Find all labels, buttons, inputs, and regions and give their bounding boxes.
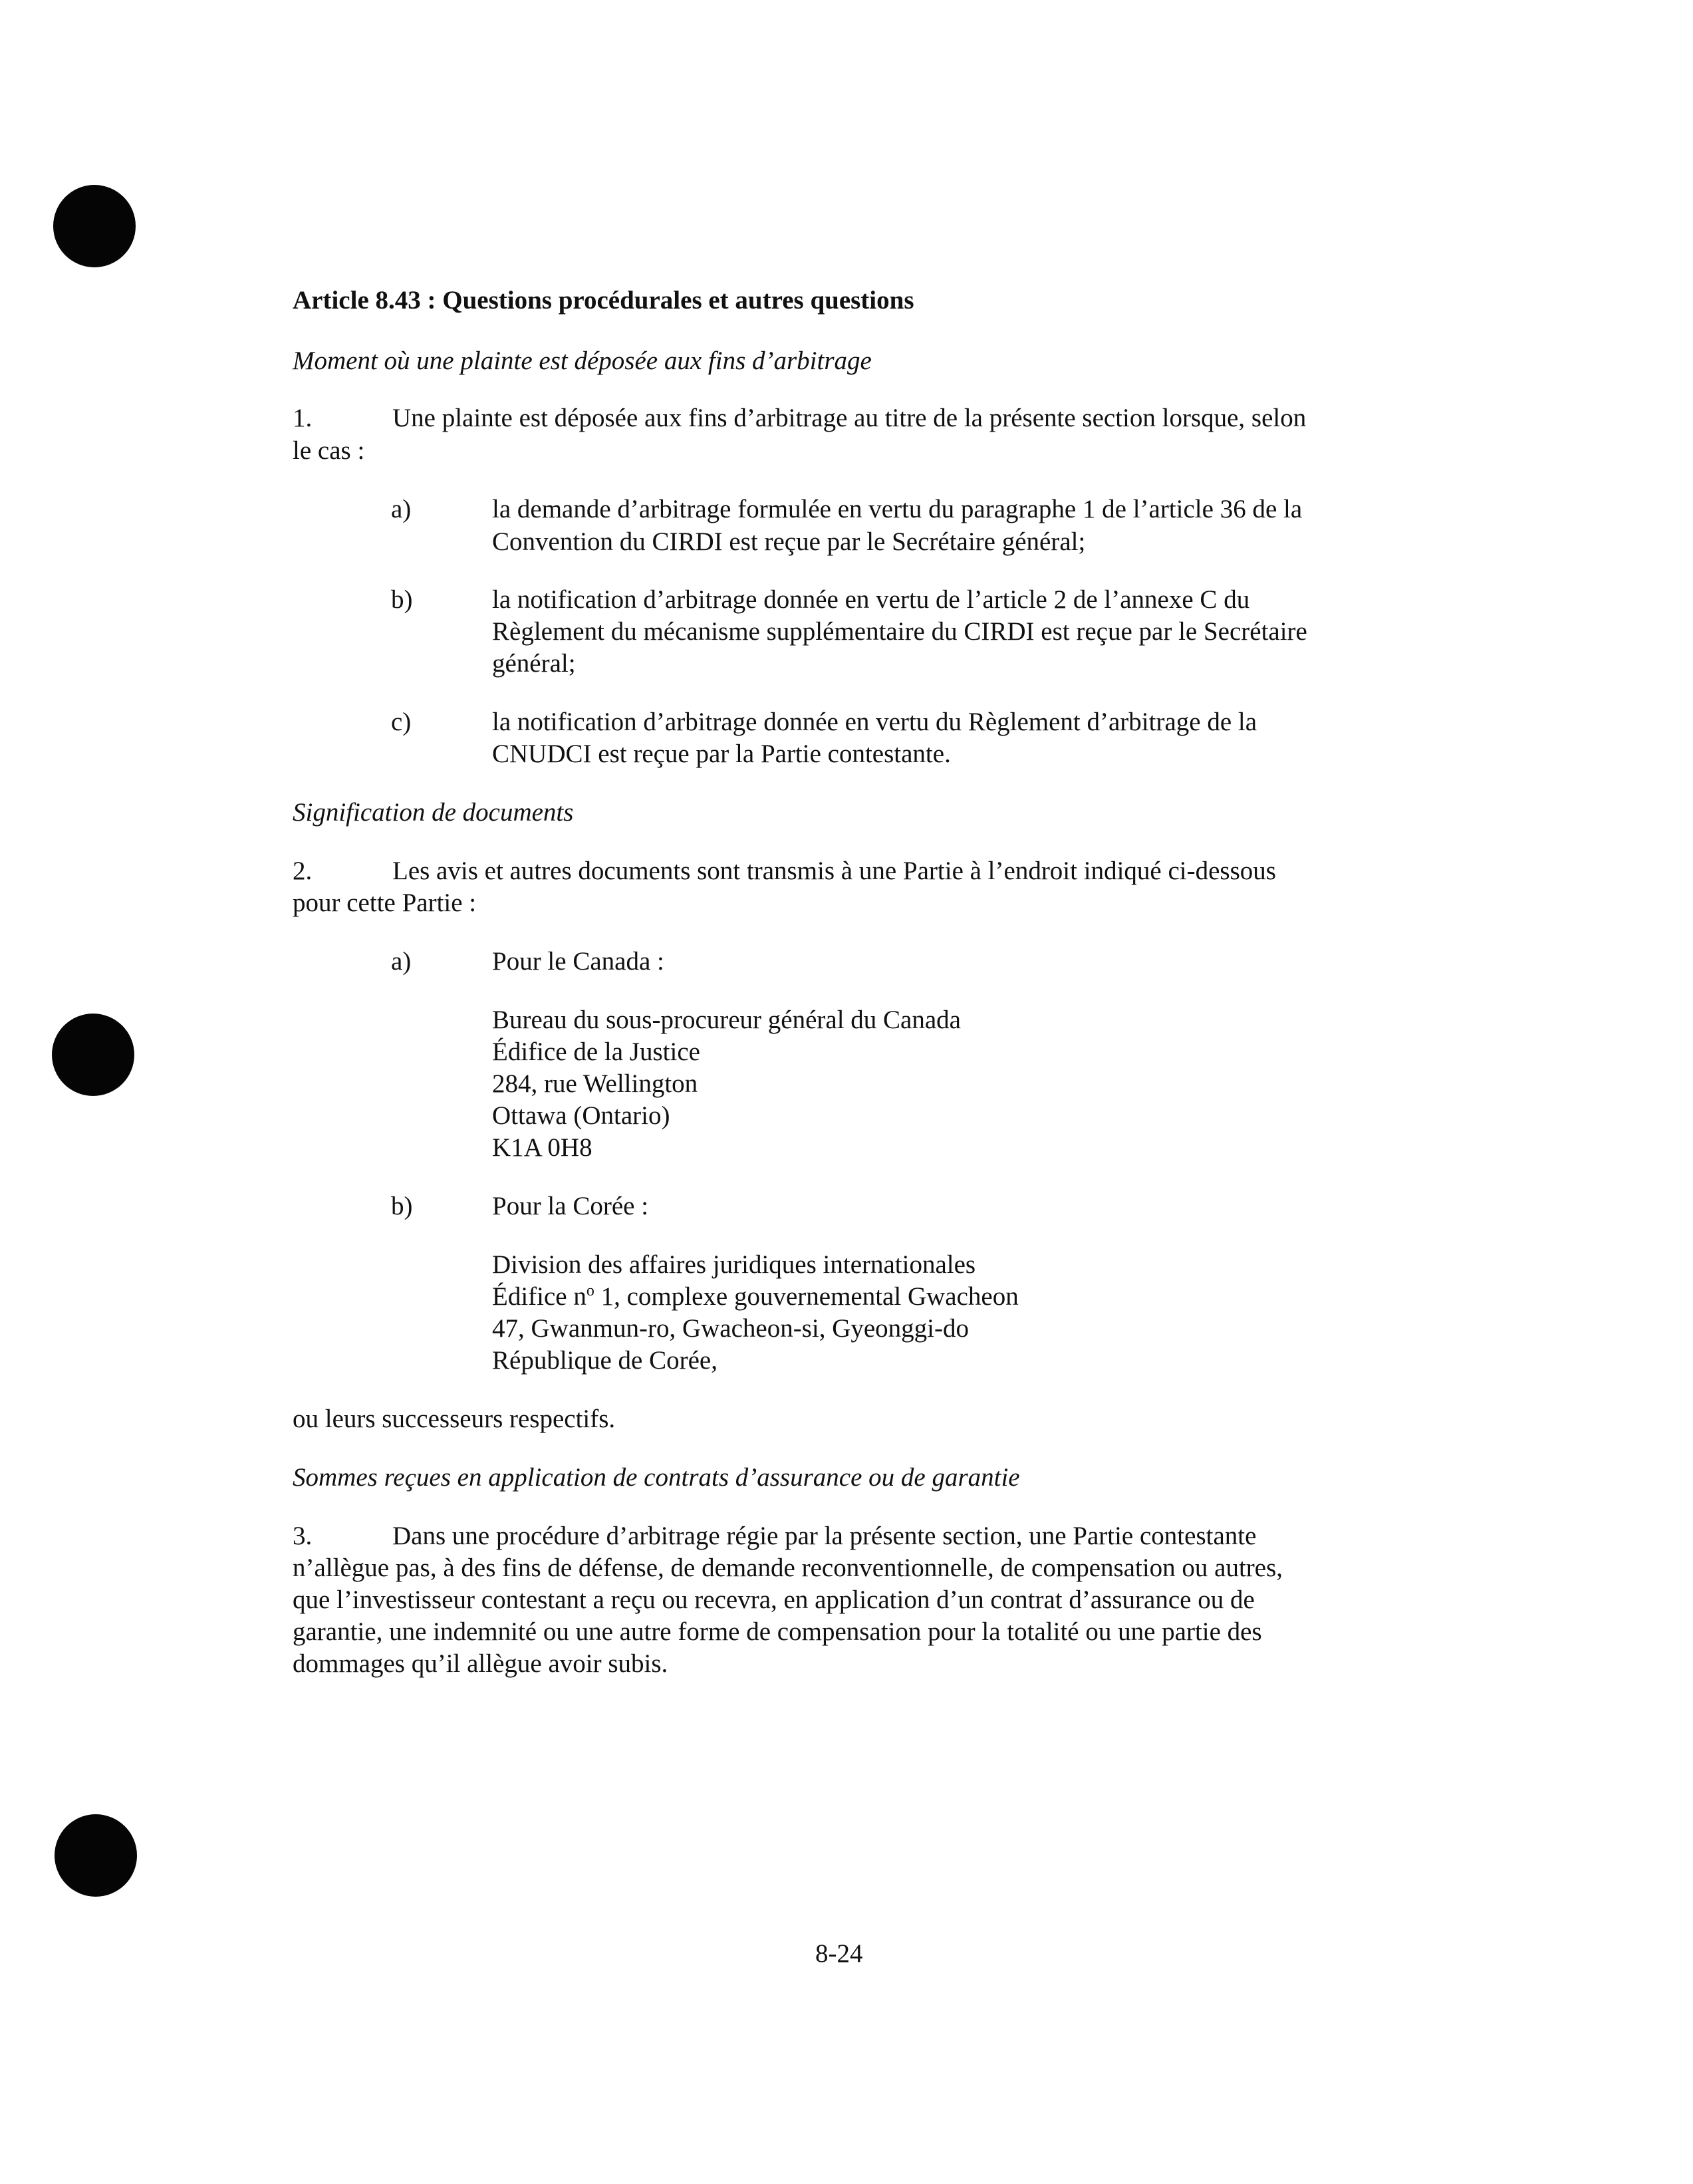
para-text: que l’investisseur contestant a reçu ou recevra, en application d’un contrat d’assurance ou de — [293, 1585, 1255, 1614]
para-number: 3. — [293, 1522, 313, 1550]
list-item-text: CNUDCI est reçue par la Partie contestante. — [492, 740, 951, 768]
para-number: 1. — [293, 404, 313, 432]
list-item-text: la notification d’arbitrage donnée en vertu de l’article 2 de l’annexe C du — [492, 585, 1250, 614]
list-label: a) — [391, 947, 412, 976]
address-title-canada: Pour le Canada : — [492, 947, 664, 976]
subheading-service: Signification de documents — [293, 798, 574, 827]
punch-hole-bottom — [55, 1814, 137, 1897]
subheading-insurance: Sommes reçues en application de contrats d’assurance ou de garantie — [293, 1463, 1020, 1492]
para-number: 2. — [293, 857, 313, 885]
address-line: République de Corée, — [492, 1346, 717, 1375]
address-line: Édifice de la Justice — [492, 1037, 700, 1066]
address-line: 47, Gwanmun-ro, Gwacheon-si, Gyeonggi-do — [492, 1314, 970, 1343]
list-label: b) — [391, 1192, 413, 1220]
punch-hole-middle — [52, 1014, 134, 1096]
para-text: Les avis et autres documents sont transmis à une Partie à l’endroit indiqué ci-dessous — [392, 857, 1276, 885]
address-line: Ottawa (Ontario) — [492, 1101, 670, 1130]
list-item-text: la notification d’arbitrage donnée en vertu du Règlement d’arbitrage de la — [492, 708, 1257, 736]
address-line: 284, rue Wellington — [492, 1069, 698, 1098]
article-heading: Article 8.43 : Questions procédurales et autres questions — [293, 286, 914, 315]
para-text: n’allègue pas, à des fins de défense, de demande reconventionnelle, de compensation ou autres, — [293, 1554, 1283, 1582]
para-text: pour cette Partie : — [293, 888, 477, 917]
list-item-text: général; — [492, 649, 576, 678]
list-item-text: la demande d’arbitrage formulée en vertu du paragraphe 1 de l’article 36 de la — [492, 495, 1303, 523]
address-line: Édifice $n^o$ 1, complexe gouvernemental Gwacheon — [492, 1282, 1019, 1311]
list-item-text: Règlement du mécanisme supplémentaire du CIRDI est reçue par le Secrétaire — [492, 617, 1307, 646]
page-number: 8-24 — [815, 1939, 863, 1968]
address-line: Bureau du sous-procureur général du Canada — [492, 1006, 961, 1034]
subheading-filing: Moment où une plainte est déposée aux fins d’arbitrage — [293, 346, 872, 375]
para-text: Dans une procédure d’arbitrage régie par la présente section, une Partie contestante — [392, 1522, 1257, 1550]
list-label: b) — [391, 585, 413, 614]
address-line: Division des affaires juridiques internationales — [492, 1250, 976, 1279]
para-text: dommages qu’il allègue avoir subis. — [293, 1649, 668, 1678]
list-label: a) — [391, 495, 412, 523]
closing-text: ou leurs successeurs respectifs. — [293, 1405, 616, 1433]
para-text: Une plainte est déposée aux fins d’arbitrage au titre de la présente section lorsque, selon — [392, 404, 1307, 432]
address-line: K1A 0H8 — [492, 1133, 592, 1162]
address-title-korea: Pour la Corée : — [492, 1192, 649, 1220]
punch-hole-top — [53, 185, 136, 267]
list-label: c) — [391, 708, 412, 736]
para-text: le cas : — [293, 436, 365, 465]
para-text: garantie, une indemnité ou une autre forme de compensation pour la totalité ou une partie des — [293, 1617, 1262, 1646]
list-item-text: Convention du CIRDI est reçue par le Secrétaire général; — [492, 527, 1086, 556]
